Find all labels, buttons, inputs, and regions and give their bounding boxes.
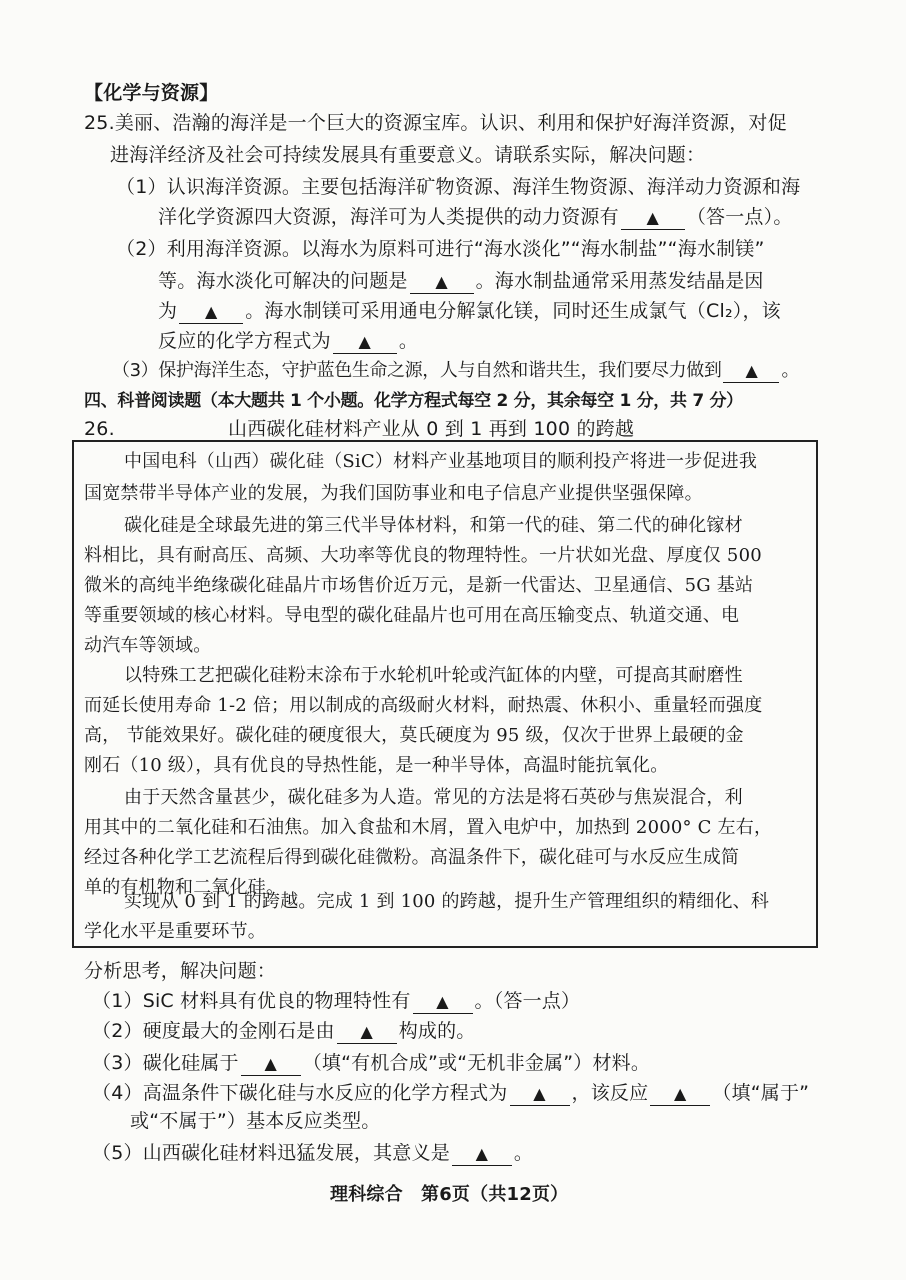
- answer-blank[interactable]: ▲: [179, 300, 243, 324]
- q25-part2-line-2: 等。海水淡化可解决的问题是 ▲ 。海水制盐通常采用蒸发结晶是因: [158, 270, 764, 292]
- answer-blank[interactable]: ▲: [413, 990, 473, 1014]
- answer-blank[interactable]: ▲: [333, 330, 397, 354]
- passage-line: 料相比，具有耐高压、高频、大功率等优良的物理特性。一片状如光盘、厚度仅 500: [84, 545, 762, 566]
- passage-line: 碳化硅是全球最先进的第三代半导体材料，和第一代的硅、第二代的砷化镓材: [124, 515, 743, 536]
- q25-part3-line: （3）保护海洋生态，守护蓝色生命之源，人与自然和谐共生，我们要尽力做到 ▲ 。: [112, 360, 800, 381]
- passage-line: 高， 节能效果好。碳化硅的硬度很大，莫氏硬度为 95 级，仅次于世界上最硬的金: [84, 725, 744, 746]
- passage-line: 单的有机物和二氧化硅。: [84, 877, 285, 898]
- q26-sub4-line-1: （4）高温条件下碳化硅与水反应的化学方程式为 ▲ ，该反应 ▲ （填“属于”: [92, 1082, 810, 1104]
- q26-sub3: （3）碳化硅属于 ▲ （填“有机合成”或“无机非金属”）材料。: [92, 1052, 651, 1074]
- q25-part2-line-4: 反应的化学方程式为 ▲ 。: [158, 330, 419, 352]
- q26-sub2: （2）硬度最大的金刚石是由 ▲ 构成的。: [92, 1020, 476, 1042]
- q25-stem-line-2: 进海洋经济及社会可持续发展具有重要意义。请联系实际，解决问题：: [110, 144, 706, 166]
- passage-line: 动汽车等领域。: [84, 635, 212, 656]
- q26-sub4-line-2: 或“不属于”）基本反应类型。: [130, 1110, 381, 1132]
- page-footer: 理科综合 第6页（共12页）: [330, 1184, 569, 1205]
- passage-line: 中国电科（山西）碳化硅（SiC）材料产业基地项目的顺利投产将进一步促进我: [124, 451, 758, 472]
- q25-part1-line-1: （1）认识海洋资源。主要包括海洋矿物资源、海洋生物资源、海洋动力资源和海: [116, 176, 801, 198]
- answer-blank[interactable]: ▲: [621, 206, 685, 230]
- passage-line: 刚石（10 级），具有优良的导热性能，是一种半导体，高温时能抗氧化。: [84, 755, 669, 776]
- passage-line: 而延长使用寿命 1-2 倍；用以制成的高级耐火材料，耐热震、休积小、重量轻而强度: [84, 695, 763, 716]
- passage-line: 学化水平是重要环节。: [84, 921, 266, 942]
- passage-line: 等重要领域的核心材料。导电型的碳化硅晶片也可用在高压输变点、轨道交通、电: [84, 605, 740, 626]
- reading-passage-box: [72, 440, 818, 948]
- section-heading: 【化学与资源】: [84, 82, 219, 104]
- passage-line: 国宽禁带半导体产业的发展，为我们国防事业和电子信息产业提供坚强保障。: [84, 483, 703, 504]
- q26-title: 山西碳化硅材料产业从 0 到 1 再到 100 的跨越: [228, 418, 635, 440]
- answer-blank[interactable]: ▲: [337, 1020, 397, 1044]
- passage-line: 用其中的二氧化硅和石油焦。加入食盐和木屑，置入电炉中，加热到 2000° C 左右，: [84, 817, 773, 838]
- passage-line: 由于天然含量甚少，碳化硅多为人造。常见的方法是将石英砂与焦炭混合，利: [124, 787, 743, 808]
- passage-line: 微米的高纯半绝缘碳化硅晶片市场售价近万元，是新一代雷达、卫星通信、5G 基站: [84, 575, 754, 596]
- passage-line: 以特殊工艺把碳化硅粉末涂布于水轮机叶轮或汽缸体的内壁，可提高其耐磨性: [124, 665, 743, 686]
- q25-part2-line-3: 为 ▲ 。海水制镁可采用通电分解氯化镁，同时还生成氯气（Cl₂），该: [158, 300, 781, 322]
- q26-number: 26.: [84, 418, 115, 440]
- answer-blank[interactable]: ▲: [723, 360, 779, 383]
- answer-blank[interactable]: ▲: [410, 270, 474, 294]
- answer-blank[interactable]: ▲: [241, 1052, 301, 1076]
- analysis-heading: 分析思考，解决问题：: [84, 960, 277, 982]
- answer-blank[interactable]: ▲: [452, 1142, 512, 1166]
- passage-line: 实现从 0 到 1 的跨越。完成 1 到 100 的跨越，提升生产管理组织的精细化、科: [124, 891, 770, 912]
- q26-sub5: （5）山西碳化硅材料迅猛发展，其意义是 ▲ 。: [92, 1142, 534, 1164]
- answer-blank[interactable]: ▲: [650, 1082, 710, 1106]
- answer-blank[interactable]: ▲: [510, 1082, 570, 1106]
- q25-part1-line-2: 洋化学资源四大资源，海洋可为人类提供的动力资源有 ▲ （答一点）。: [158, 206, 793, 228]
- q25-part2-line-1: （2）利用海洋资源。以海水为原料可进行“海水淡化”“海水制盐”“海水制镁”: [116, 238, 765, 260]
- q25-stem-line-1: 25.美丽、浩瀚的海洋是一个巨大的资源宝库。认识、利用和保护好海洋资源，对促: [84, 112, 787, 134]
- passage-line: 经过各种化学工艺流程后得到碳化硅微粉。高温条件下，碳化硅可与水反应生成简: [84, 847, 740, 868]
- q26-sub1: （1）SiC 材料具有优良的物理特性有 ▲ 。（答一点）: [92, 990, 581, 1012]
- part4-heading: 四、科普阅读题（本大题共 1 个小题。化学方程式每空 2 分，其余每空 1 分，共 7 分）: [84, 391, 743, 411]
